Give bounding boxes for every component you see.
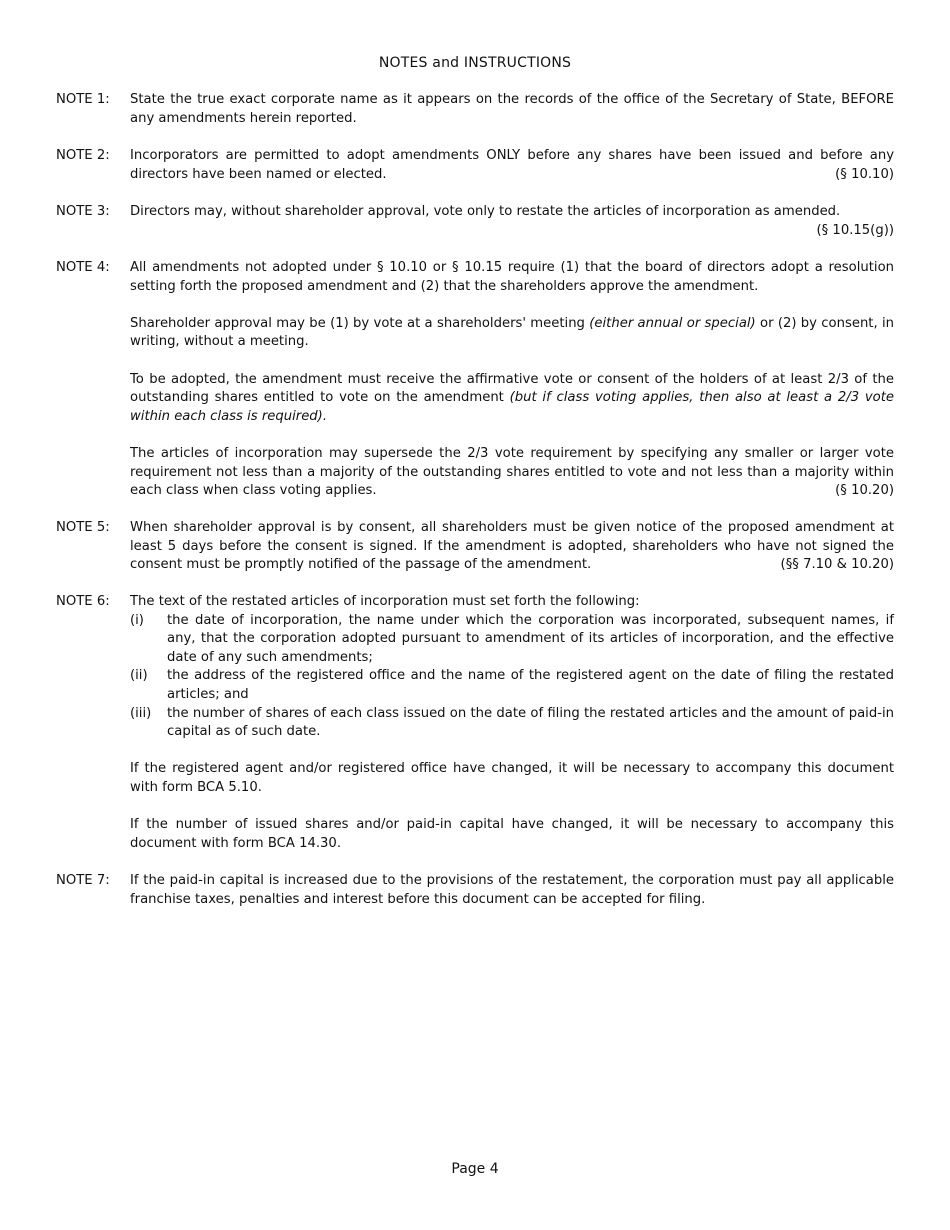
note-text: When shareholder approval is by consent, all shareholders must be given notice of the proposed amendment at least 5 days before the consent is signed. If the amendment is adopted, shareholders who have not signed the consent must be promptly notified of the passage of the amendment.: [130, 520, 894, 573]
note-paragraph: The articles of incorporation may supersede the 2/3 vote requirement by specifying any smaller or larger vote requirement not less than a majority of the outstanding shares entitled to vote and not less than a majority within each class when class voting applies. (§ 10.20): [130, 445, 894, 501]
note-label: NOTE 3:: [56, 204, 110, 219]
statute-reference: (§ 10.10): [835, 166, 894, 182]
note-text: If the paid-in capital is increased due to the provisions of the restatement, the corporation must pay all applicable franchise taxes, penalties and interest before this document can be accepted for filing.: [130, 873, 894, 907]
item-number: (i): [130, 612, 144, 628]
note-6: [56, 593, 894, 853]
note-label: NOTE 7:: [56, 873, 110, 888]
item-number: (ii): [130, 668, 148, 684]
note-2: [56, 147, 894, 184]
statute-reference: (§§ 7.10 & 10.20): [780, 557, 894, 573]
note-3: [56, 203, 894, 240]
note-paragraph: Shareholder approval may be (1) by vote at a shareholders' meeting (either annual or special) or (2) by consent, in writing, without a meeting.: [130, 315, 894, 350]
note-paragraph: All amendments not adopted under § 10.10 or § 10.15 require (1) that the board of directors adopt a resolution setting forth the proposed amendment and (2) that the shareholders approve the amendment.: [130, 260, 894, 294]
note-1: [56, 91, 894, 128]
list-item: [130, 667, 894, 704]
item-text: the number of shares of each class issued on the date of filing the restated articles and the amount of paid-in capital as of such date.: [167, 705, 894, 740]
note-paragraph: If the registered agent and/or registered office have changed, it will be necessary to accompany this document with form BCA 5.10.: [130, 761, 894, 795]
note-text: The text of the restated articles of incorporation must set forth the following:: [130, 594, 640, 609]
note-label: NOTE 4:: [56, 260, 110, 275]
note-paragraph: To be adopted, the amendment must receive the affirmative vote or consent of the holders of at least 2/3 of the outstanding shares entitled to vote on the amendment (but if class voting applies, then also at least a 2/3 vote within each class is required).: [130, 371, 894, 424]
item-text: the date of incorporation, the name under which the corporation was incorporated, subsequent names, if any, that the corporation adopted pursuant to amendment of its articles of incorporation, and the effective date of any such amendments;: [167, 612, 894, 665]
note-5: [56, 519, 894, 575]
statute-reference: (§ 10.15(g)): [816, 222, 894, 238]
page-title: NOTES and INSTRUCTIONS: [378, 55, 572, 71]
statute-reference: (§ 10.20): [835, 483, 894, 499]
note-label: NOTE 6:: [56, 594, 110, 609]
requirements-list: [130, 612, 894, 742]
item-text: the address of the registered office and the name of the registered agent on the date of filing the restated articles; and: [167, 668, 894, 702]
item-number: (iii): [130, 705, 152, 721]
note-label: NOTE 2:: [56, 148, 110, 163]
page-number: Page 4: [451, 1161, 499, 1177]
note-label: NOTE 1:: [56, 92, 110, 107]
list-item: [130, 612, 894, 668]
note-text: State the true exact corporate name as it appears on the records of the office of the Secretary of State, BEFORE any amendments herein reported.: [130, 92, 894, 126]
note-4: [56, 259, 894, 501]
list-item: [130, 705, 894, 742]
note-text: Directors may, without shareholder approval, vote only to restate the articles of incorporation as amended.: [130, 204, 841, 219]
note-paragraph: If the number of issued shares and/or paid-in capital have changed, it will be necessary to accompany this document with form BCA 14.30.: [130, 817, 894, 851]
note-label: NOTE 5:: [56, 520, 110, 535]
note-text: Incorporators are permitted to adopt amendments ONLY before any shares have been issued and before any directors have been named or elected.: [130, 148, 894, 182]
note-7: [56, 872, 894, 909]
